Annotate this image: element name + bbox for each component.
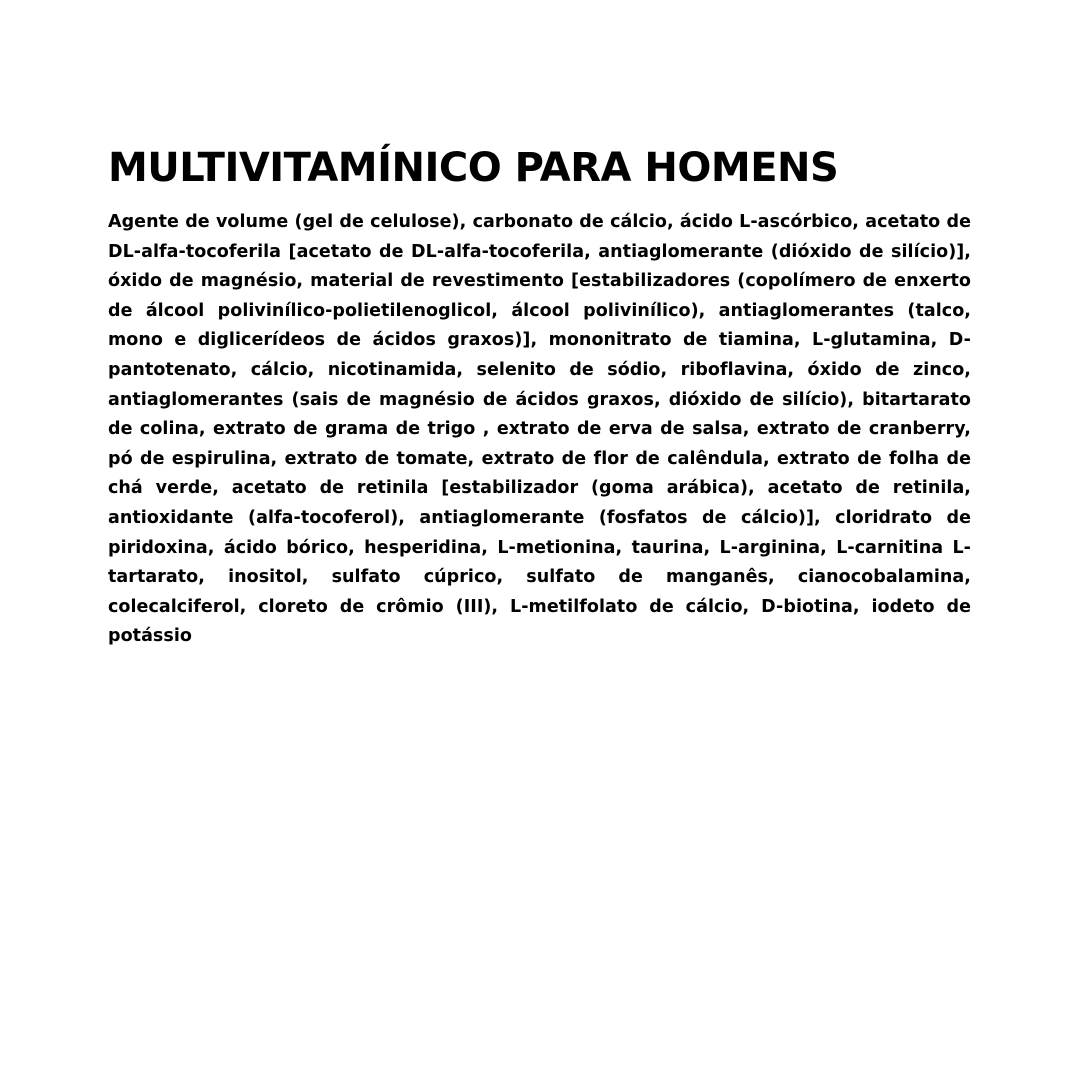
- document-page: [108, 140, 971, 652]
- product-title: MULTIVITAMÍNICO PARA HOMENS: [108, 145, 839, 191]
- ingredients-list: Agente de volume (gel de celulose), carbonato de cálcio, ácido L-ascórbico, acetato de DL-alfa-tocoferila [acetato de DL-alfa-tocoferila, antiaglomerante (dióxido de silício)], óxido de magnésio, material de revestimento [estabilizadores (copolímero de enxerto de álcool polivinílico-polietilenoglicol, álcool polivinílico), antiaglomerantes (talco, mono e diglicerídeos de ácidos graxos)], mononitrato de tiamina, L-glutamina, D-pantotenato, cálcio, nicotinamida, selenito de sódio, riboflavina, óxido de zinco, antiaglomerantes (sais de magnésio de ácidos graxos, dióxido de silício), bitartarato de colina, extrato de grama de trigo , extrato de erva de salsa, extrato de cranberry, pó de espirulina, extrato de tomate, extrato de flor de calêndula, extrato de folha de chá verde, acetato de retinila [estabilizador (goma arábica), acetato de retinila, antioxidante (alfa-tocoferol), antiaglomerante (fosfatos de cálcio)], cloridrato de piridoxina, ácido bórico, hesperidina, L-metionina, taurina, L-arginina, L-carnitina L-tartarato, inositol, sulfato cúprico, sulfato de manganês, cianocobalamina, colecalciferol, cloreto de crômio (III), L-metilfolato de cálcio, D-biotina, iodeto de potássio: [108, 212, 971, 647]
